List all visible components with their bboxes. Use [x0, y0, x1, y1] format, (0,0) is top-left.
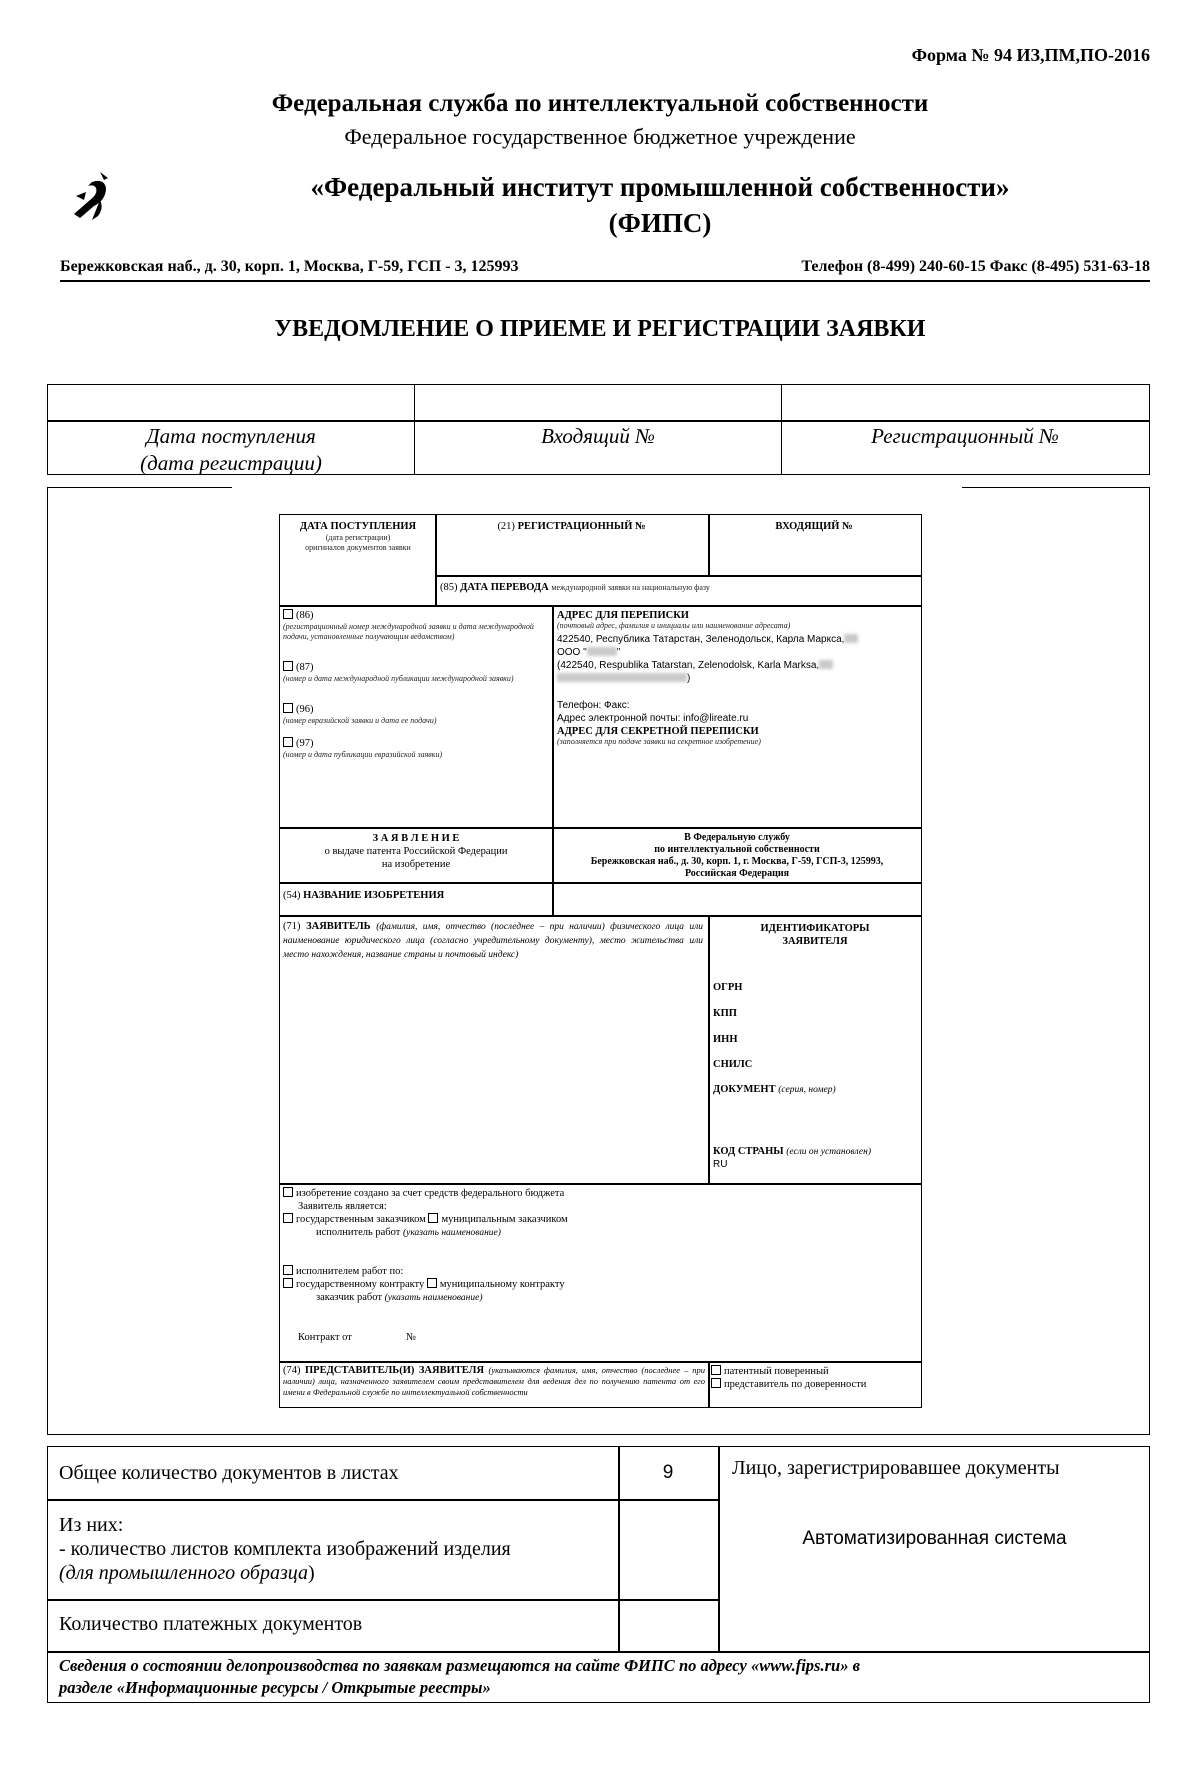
field-86-note: (регистрационный номер международной заявки и дата международной подачи, установленные получающим ведомством)	[283, 622, 534, 641]
summary-table	[47, 1446, 1150, 1703]
correspondence-title: АДРЕС ДЛЯ ПЕРЕПИСКИ	[557, 610, 689, 621]
field-97-note: (номер и дата публикации евразийской заявки)	[283, 750, 443, 759]
field-87: (87)	[283, 661, 314, 674]
inn-label: ИНН	[713, 1034, 738, 1045]
image-sheets-block: Из них: - количество листов комплекта изображений изделия (для промышленного образца)	[59, 1514, 511, 1584]
table-divider	[48, 1499, 618, 1501]
contractor-line: исполнитель работ (указать наименование)	[316, 1227, 501, 1238]
form-divider	[280, 1183, 921, 1185]
email: Адрес электронной почты: info@lireate.ru	[557, 713, 749, 724]
statement-block: З А Я В Л Е Н И Е о выдаче патента Российской Федерации на изобретение	[324, 833, 508, 870]
patent-attorney-checkbox[interactable]	[711, 1365, 721, 1375]
redacted-text	[844, 634, 858, 643]
table-divider	[48, 1651, 1149, 1653]
budget-checkbox[interactable]	[283, 1187, 293, 1197]
redacted-text	[557, 673, 687, 682]
form-number: Форма № 94 ИЗ,ПМ,ПО-2016	[911, 45, 1150, 65]
incoming-number-heading: ВХОДЯЩИЙ №	[775, 521, 853, 532]
receipt-date-label: Дата поступления (дата регистрации)	[140, 424, 322, 475]
org-name: ООО " "	[557, 647, 621, 658]
footer-note: Сведения о состоянии делопроизводства по заявкам размещаются на сайте ФИПС по адресу «www.fips.ru» в разделе «Информационные ресурсы / Открытые реестры»	[59, 1656, 860, 1697]
redacted-text	[819, 660, 833, 669]
registration-number-cell	[782, 385, 1148, 474]
address-ru: 422540, Республика Татарстан, Зеленодольск, Карла Маркса,	[557, 633, 919, 646]
service-title: Федеральная служба по интеллектуальной собственности	[271, 90, 929, 117]
contract-options: государственному контракту муниципальному контракту	[283, 1278, 565, 1291]
institute-address: Бережковская наб., д. 30, корп. 1, Москва, Г-59, ГСП - 3, 125993	[60, 258, 519, 275]
institution-type: Федеральное государственное бюджетное учреждение	[344, 124, 856, 149]
total-docs-label: Общее количество документов в листах	[59, 1462, 399, 1484]
redacted-text	[587, 647, 617, 656]
form-divider	[708, 915, 710, 1183]
registered-by-value: Автоматизированная система	[802, 1528, 1067, 1549]
executor-line: исполнителем работ по:	[283, 1265, 403, 1278]
checkbox-87[interactable]	[283, 661, 293, 671]
applicant-is: Заявитель является:	[298, 1201, 387, 1212]
form-divider	[280, 605, 921, 607]
checkbox-86[interactable]	[283, 609, 293, 619]
address-lat: (422540, Respublika Tatarstan, Zelenodolsk, Karla Marksa,	[557, 659, 919, 672]
application-form	[279, 514, 922, 1408]
proxy-checkbox[interactable]	[711, 1378, 721, 1388]
state-contract-checkbox[interactable]	[283, 1278, 293, 1288]
correspondence-note: (почтовый адрес, фамилия и инициалы или наименование адресата)	[557, 621, 791, 630]
reg-number-heading: (21) РЕГИСТРАЦИОННЫЙ №	[497, 521, 646, 532]
institute-abbr: (ФИПС)	[608, 208, 712, 238]
contract-from: Контракт от	[298, 1332, 352, 1343]
checkbox-96[interactable]	[283, 703, 293, 713]
municipal-customer-checkbox[interactable]	[428, 1213, 438, 1223]
form-divider	[435, 575, 921, 577]
state-customer-checkbox[interactable]	[283, 1213, 293, 1223]
incoming-number-cell	[415, 385, 782, 474]
receipt-date-sub: (дата регистрации)	[325, 533, 391, 542]
proxy-option: представитель по доверенности	[711, 1378, 866, 1391]
table-divider	[618, 1499, 718, 1501]
header-divider	[60, 280, 1150, 282]
notice-title: УВЕДОМЛЕНИЕ О ПРИЕМЕ И РЕГИСТРАЦИИ ЗАЯВКИ	[274, 316, 926, 342]
representative-heading: (74) ПРЕДСТАВИТЕЛЬ(И) ЗАЯВИТЕЛЯ (указываются фамилия, имя, отчество (последнее – при наличии) лица, назначенного заявителем своим представителем для ведения дел по получению патента от его имени в Федеральной службе по интеллектуальной собственности	[283, 1365, 706, 1397]
org-name-lat: )	[557, 672, 690, 685]
document-label: ДОКУМЕНТ (серия, номер)	[713, 1084, 836, 1095]
transfer-date-heading: (85) ДАТА ПЕРЕВОДА международной заявки на национальную фазу	[440, 582, 710, 593]
country-code-value: RU	[713, 1159, 728, 1170]
invention-title-heading: (54) НАЗВАНИЕ ИЗОБРЕТЕНИЯ	[283, 890, 445, 901]
registered-by-label: Лицо, зарегистрировавшее документы	[732, 1457, 1060, 1479]
form-divider	[280, 882, 921, 884]
payment-docs-label: Количество платежных документов	[59, 1613, 363, 1635]
receipt-date-sub: оригиналов документов заявки	[305, 543, 411, 552]
field-96: (96)	[283, 703, 314, 716]
receipt-date-cell	[48, 385, 415, 474]
municipal-contract-checkbox[interactable]	[427, 1278, 437, 1288]
identifiers-title: ИДЕНТИФИКАТОРЫ ЗАЯВИТЕЛЯ	[760, 923, 870, 947]
country-code-label: КОД СТРАНЫ (если он установлен)	[713, 1146, 871, 1157]
receipt-date-heading: ДАТА ПОСТУПЛЕНИЯ	[299, 521, 417, 532]
patent-attorney-option: патентный поверенный	[711, 1365, 829, 1378]
form-divider	[280, 915, 921, 917]
applicant-heading: (71) ЗАЯВИТЕЛЬ (фамилия, имя, отчество (последнее – при наличии) физического лица или наименование юридического лица (согласно учредительному документу), место жительства или место нахождения, название страны и почтовый индекс)	[283, 921, 704, 960]
frame-gap	[232, 484, 962, 490]
snils-label: СНИЛС	[713, 1059, 753, 1070]
secret-title: АДРЕС ДЛЯ СЕКРЕТНОЙ ПЕРЕПИСКИ	[557, 726, 759, 737]
customer-options: государственным заказчиком муниципальным заказчиком	[283, 1213, 568, 1226]
field-87-note: (номер и дата международной публикации международной заявки)	[283, 674, 514, 683]
field-97: (97)	[283, 737, 314, 750]
budget-line: изобретение создано за счет средств федерального бюджета	[283, 1187, 564, 1200]
incoming-number-label: Входящий №	[541, 424, 655, 448]
checkbox-97[interactable]	[283, 737, 293, 747]
customer-line: заказчик работ (указать наименование)	[316, 1292, 483, 1303]
registration-table	[47, 384, 1150, 475]
kpp-label: КПП	[713, 1008, 737, 1019]
field-86: (86)	[283, 609, 314, 622]
form-divider	[280, 1361, 921, 1363]
form-divider	[708, 1361, 710, 1407]
table-divider	[48, 1599, 718, 1601]
field-96-note: (номер евразийской заявки и дата ее подачи)	[283, 716, 437, 725]
contract-number: №	[406, 1332, 417, 1343]
institute-phone: Телефон (8-499) 240-60-15 Факс (8-495) 531-63-18	[801, 258, 1150, 275]
institute-name: «Федеральный институт промышленной собственности»	[310, 172, 1010, 202]
executor-checkbox[interactable]	[283, 1265, 293, 1275]
recipient-block: В Федеральную службу по интеллектуальной собственности Бережковская наб., д. 30, корп. 1, г. Москва, Г-59, ГСП-3, 125993, Российская Федерация	[590, 832, 884, 879]
ogrn-label: ОГРН	[713, 982, 743, 993]
registration-number-label: Регистрационный №	[871, 424, 1059, 448]
phone-fax: Телефон: Факс:	[557, 700, 630, 711]
secret-note: (заполняется при подаче заявки на секретное изобретение)	[557, 737, 761, 746]
total-docs-value: 9	[662, 1462, 674, 1483]
form-divider	[280, 827, 921, 829]
